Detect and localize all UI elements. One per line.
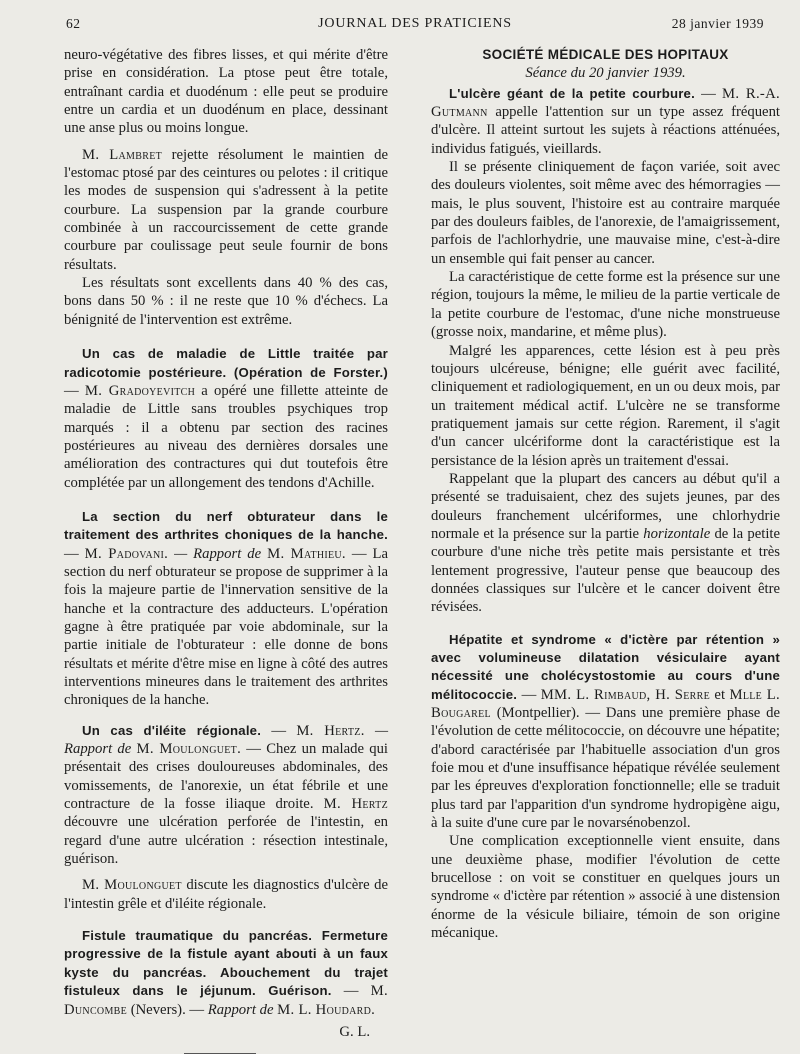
author-name: M. Gradoyevitch — [84, 382, 196, 399]
author-name: M. Hertz — [323, 796, 388, 813]
right-column — [431, 46, 780, 943]
paragraph: Malgré les apparences, cette lésion est à peu près toujours ulcéreuse, bénigne; elle guérit avec facilité, cliniquement et radiologiquement, en un ou deux mois, par un traitement médical actif. L'ulcère ne se transforme pratiquement jamais sur cette région. Rarement, il s'agit d'un cancer ulcériforme dont la caractéristique est la persistance de la lésion après un traitement d'essai. — [431, 342, 780, 469]
paragraph: neuro-végétative des fibres lisses, et qui mérite d'être prise en considération. La ptose peut être totale, entraînant cardia et duodénum : elle peut se produire entre un cardia et un duodénum en place, dessinant une anse plus ou moins longue. — [64, 47, 388, 137]
author-name: M. Moulonguet — [82, 877, 182, 894]
author-name: Mlle L. Bougarel — [431, 686, 780, 722]
author-name: M. Lambret — [82, 146, 163, 163]
signature: G. L. — [339, 1023, 370, 1040]
paragraph: Les résultats sont excellents dans 40 % des cas, bons dans 50 % : il ne reste que 10 % d'échecs. La bénignité de l'intervention est extrême. — [64, 275, 388, 328]
rapporteur-name: M. Moulonguet. — [136, 741, 242, 758]
paragraph: Il se présente cliniquement de façon variée, soit avec des douleurs violentes, soit même avec des hémorragies — mais, le plus souvent, l'histoire est au contraire marquée par des douleurs faibles, de l'anorexie, de l'amaigrissement, parfois de l'achlorhydrie, une mauvaise mine, c'est-à-dire un ensemble qui fait penser au cancer. — [431, 159, 780, 267]
article-title: La section du nerf obturateur dans le traitement des arthrites choniques de la hanche. — [64, 508, 388, 543]
paragraph: M. Lambret rejette résolument le maintien de l'estomac ptosé par des ceintures ou pelotes : il critique les modes de suspension qui s'adressent à la petite courbure. La suspension par la grande courbure combinée à un raccourcissement de cette grande courbure par coulissage peut seule fournir de bons résultats. — [64, 146, 388, 273]
article-entry: Un cas de maladie de Little traitée par radicotomie postérieure. (Opération de Forster.) — M. Gradoyevitch a opéré une fillette atteinte de maladie de Little sans troubles psychiques trop marqués : il a obtenu par section des racines postérieures au niveau des dernières dorsales une amélioration des contractures qui dut toutefois être complétée par un allongement des tendons d'Achille. — [64, 346, 388, 491]
paragraph: M. Moulonguet discute les diagnostics d'ulcère de l'intestin grêle et d'iléite régionale. — [64, 877, 388, 912]
article-title: L'ulcère géant de la petite courbure. — [449, 85, 695, 101]
article-title: Un cas d'iléite régionale. — [82, 722, 262, 738]
article-entry: Fistule traumatique du pancréas. Fermeture progressive de la fistule ayant abouti à un faux kyste du pancréas. Abouchement du trajet fistuleux dans le jéjunum. Guérison. — M. Duncombe (Nevers). — Rapport de M. L. Houdard. — [64, 928, 388, 1018]
author-name: MM. L. Rimbaud, H. Serre — [540, 686, 711, 703]
article-title: Fistule traumatique du pancréas. Fermeture progressive de la fistule ayant abouti à un faux kyste du pancréas. Abouchement du trajet fistuleux dans le jéjunum. Guérison. — [64, 928, 388, 999]
author-name: M. R.-A. Gutmann — [431, 85, 780, 121]
article-entry: Un cas d'iléite régionale. — M. Hertz. — Rapport de M. Moulonguet. — Chez un malade qui présentait des crises douloureuses abdominales, des vomissements, de l'anorexie, un état fébrile et une contracture de la fosse iliaque droite. M. Hertz découvre une ulcération perforée de l'intestin, en regard d'une autre ulcération : résection intestinale, guérison. — [64, 722, 389, 868]
rapporteur-name: M. L. Houdard. — [277, 1001, 376, 1018]
author-name: M. Padovani. — [84, 545, 169, 562]
article-entry: Hépatite et syndrome « d'ictère par rétention » avec volumineuse dilatation vésiculaire ayant nécessité une cholécystostomie au cours d'une mélitococcie. — MM. L. Rimbaud, H. Serre et Mlle L. Bougarel (Montpellier). — Dans une première phase de l'évolution de cette mélitococcie, on découvre une hépatite; d'abord caractérisée par l'habituelle association d'un gros foie mou et d'une insuffisance hépatique révélée seulement par les épreuves d'exploration fonctionnelle; elle se traduit plus tard par l'apparition d'un syndrome hydropigène aigu, à la suite d'une cure par le novarsénobenzol. — [431, 631, 780, 832]
article-title: Hépatite et syndrome « d'ictère par rétention » avec volumineuse dilatation vésiculaire ayant nécessité une cholécystostomie au cours d'une mélitococcie. — [431, 631, 780, 702]
left-column — [64, 46, 388, 1054]
paragraph: Rappelant que la plupart des cancers au début qu'il a présenté se traduisaient, chez des sujets jeunes, par des douleurs franchement ulcériformes, une chlorhydrie normale et la présence sur la partie horizontale de la petite courbure d'une niche très petite mais persistante et très lentement progressive, l'auteur pense que beaucoup des données classiques sur l'ulcère et le cancer doivent être révisées. — [431, 470, 780, 616]
society-heading: SOCIÉTÉ MÉDICALE DES HOPITAUX — [482, 47, 729, 62]
article-entry: L'ulcère géant de la petite courbure. — M. R.-A. Gutmann appelle l'attention sur un type assez fréquent d'ulcère. Il atteint surtout les sujets à réactions atténuées, individus fatigués, vieillards. — [431, 85, 780, 157]
paragraph: Une complication exceptionnelle vient ensuite, dans une deuxième phase, modifier l'évolution de cette brucellose : on voit se constituer en quelques jours un syndrome « d'ictère par rétention » associé à une distension énorme de la vésicule biliaire, témoin de son origine mécanique. — [431, 833, 780, 942]
paragraph: La caractéristique de cette forme est la présence sur une région, toujours la même, le milieu de la partie verticale de la petite courbure de l'estomac, d'une niche monstrueuse (grosse noix, mandarine, et même plus). — [431, 269, 780, 341]
page-header — [66, 14, 764, 36]
author-name: M. Duncombe — [64, 983, 388, 1018]
journal-title: JOURNAL DES PRATICIENS — [318, 16, 512, 31]
author-name: M. Hertz. — [296, 722, 365, 739]
page-number: 62 — [66, 16, 81, 31]
issue-date: 28 janvier 1939 — [671, 16, 764, 31]
session-heading: Séance du 20 janvier 1939. — [525, 65, 686, 82]
rapporteur-name: M. Mathieu. — [267, 545, 346, 562]
article-title: Un cas de maladie de Little traitée par radicotomie postérieure. (Opération de Forster.) — [64, 346, 388, 380]
article-entry: La section du nerf obturateur dans le traitement des arthrites choniques de la hanche. — M. Padovani. — Rapport de M. Mathieu. — La section du nerf obturateur se propose de supprimer à la fois la majeure partie de l'innervation sensitive de la hanche et la contracture des adducteurs. L'opération gagne à être pratiquée par voie abdominale, sur la partie initiale de l'obturateur : elle donne de bons résultats et mérite d'être mise en ligne à côté des autres interventions mineures dans le traitement des arthrites chroniques de la hanche. — [64, 508, 389, 709]
